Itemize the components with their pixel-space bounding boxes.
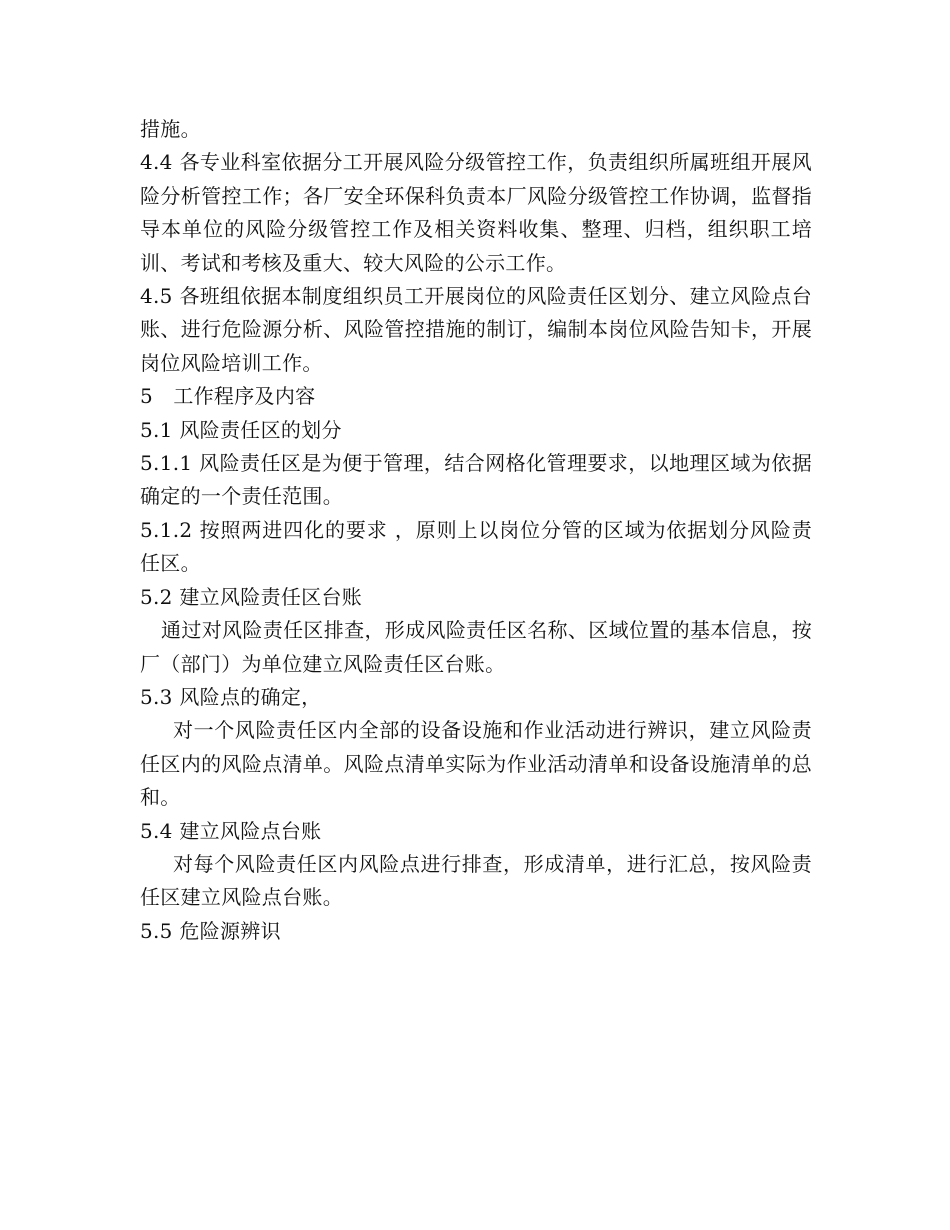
heading-5-3: 5.3 风险点的确定， <box>140 684 322 709</box>
heading-5-4: 5.4 建立风险点台账 <box>140 818 322 843</box>
document-body <box>140 113 812 948</box>
heading-section-5: 5 工作程序及内容 <box>140 384 316 409</box>
paragraph-5-2-body: 通过对风险责任区排查，形成风险责任区名称、区域位置的基本信息，按厂（部门）为单位建立风险责任区台账。 <box>140 618 812 676</box>
heading-5-1: 5.1 风险责任区的划分 <box>140 417 342 442</box>
paragraph-continuation: 措施。 <box>140 117 201 141</box>
paragraph-5-1-1: 5.1.1 风险责任区是为便于管理，结合网格化管理要求，以地理区域为依据确定的一个责任范围。 <box>140 451 812 509</box>
paragraph-4-5: 4.5 各班组依据本制度组织员工开展岗位的风险责任区划分、建立风险点台账、进行危险源分析、风险管控措施的制订，编制本岗位风险告知卡，开展岗位风险培训工作。 <box>140 284 812 375</box>
paragraph-5-4-body: 对每个风险责任区内风险点进行排查，形成清单，进行汇总，按风险责任区建立风险点台账。 <box>140 851 812 910</box>
paragraph-4-4: 4.4 各专业科室依据分工开展风险分级管控工作，负责组织所属班组开展风险分析管控工作；各厂安全环保科负责本厂风险分级管控工作协调，监督指导本单位的风险分级管控工作及相关资料收集、整理、归档，组织职工培训、考试和考核及重大、较大风险的公示工作。 <box>140 150 812 275</box>
heading-5-2: 5.2 建立风险责任区台账 <box>140 584 363 609</box>
paragraph-5-1-2: 5.1.2 按照两进四化的要求 ，原则上以岗位分管的区域为依据划分风险责任区。 <box>140 517 812 576</box>
heading-5-5: 5.5 危险源辨识 <box>140 918 281 943</box>
paragraph-5-3-body: 对一个风险责任区内全部的设备设施和作业活动进行辨识，建立风险责任区内的风险点清单。风险点清单实际为作业活动清单和设备设施清单的总和。 <box>140 718 812 810</box>
